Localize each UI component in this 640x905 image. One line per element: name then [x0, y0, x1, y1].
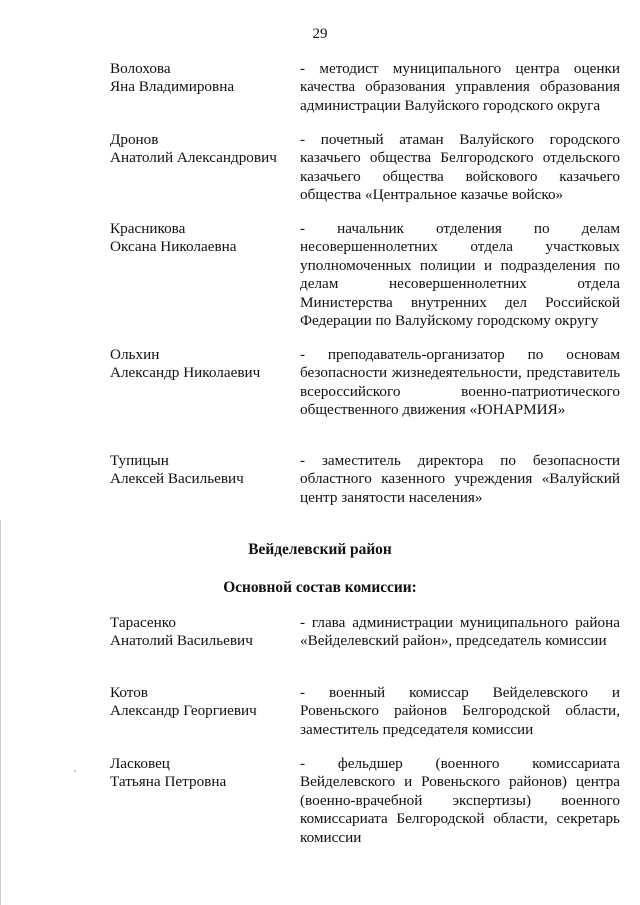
member-role: - почетный атаман Валуйского городского казачьего общества Белгородского отдельского казачьего общества войскового казачьего общества «Центральное казачье войско» [300, 131, 620, 204]
composition-heading: Основной состав комиссии: [223, 579, 417, 596]
member-role: - начальник отделения по делам несовершеннолетних отдела участковых уполномоченных полиции и подразделения по делам несовершеннолетних отдела Министерства внутренних дел Российской Федерации по Валуйскому городскому округу [300, 220, 620, 330]
member-surname: Красникова [110, 220, 186, 237]
member-name [110, 755, 290, 792]
member-name [110, 131, 290, 168]
district-heading: Вейделевский район [248, 541, 392, 558]
member-surname: Ласковец [110, 755, 170, 772]
member-surname: Котов [110, 684, 148, 701]
member-name [110, 684, 290, 721]
member-role: - методист муниципального центра оценки качества образования управления образования администрации Валуйского городского округа [300, 60, 620, 114]
member-name [110, 614, 290, 651]
member-role: - заместитель директора по безопасности областного казенного учреждения «Валуйский центр занятости населения» [300, 452, 620, 506]
member-given-names: Александр Николаевич [110, 364, 261, 382]
member-name [110, 220, 290, 257]
member-given-names: Александр Георгиевич [110, 702, 257, 720]
member-given-names: Яна Владимировна [110, 78, 235, 96]
member-surname: Тупицын [110, 452, 169, 469]
member-given-names: Анатолий Александрович [110, 149, 277, 167]
member-name [110, 346, 290, 383]
member-role: - глава администрации муниципального района «Вейделевский район», председатель комиссии [300, 614, 620, 650]
scan-edge-mark [0, 520, 1, 905]
member-role: - военный комиссар Вейделевского и Ровеньского районов Белгородской области, заместитель председателя комиссии [300, 684, 620, 738]
member-role: - преподаватель-организатор по основам безопасности жизнедеятельности, представитель всероссийского военно-патриотического общественного движения «ЮНАРМИЯ» [300, 346, 620, 419]
page-number: 29 [312, 26, 328, 42]
member-name [110, 60, 290, 97]
member-given-names: Татьяна Петровна [110, 773, 227, 791]
member-role: - фельдшер (военного комиссариата Вейделевского и Ровеньского районов) центра (военно-врачебной экспертизы) военного комиссариата Белгородской области, секретарь комиссии [300, 755, 620, 846]
member-given-names: Анатолий Васильевич [110, 632, 253, 650]
member-given-names: Оксана Николаевна [110, 238, 237, 256]
member-surname: Ольхин [110, 346, 160, 363]
member-surname: Тарасенко [110, 614, 176, 631]
scan-dot [74, 770, 76, 772]
member-name [110, 452, 290, 489]
member-given-names: Алексей Васильевич [110, 470, 244, 488]
member-surname: Волохова [110, 60, 171, 77]
member-surname: Дронов [110, 131, 159, 148]
